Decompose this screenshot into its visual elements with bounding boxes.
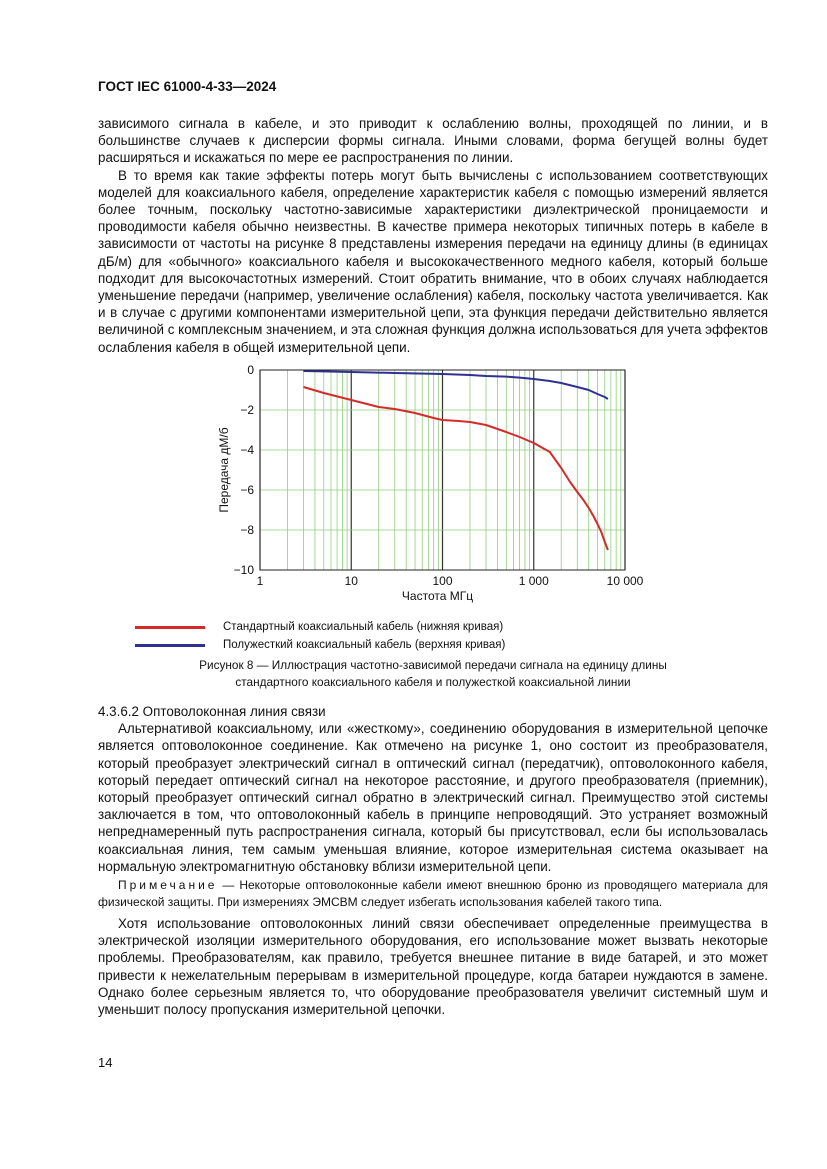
x-tick-label: 10	[344, 574, 358, 588]
paragraph-continuation: зависимого сигнала в кабеле, и это приводит к ослаблению волны, проходящей по линии, и в большинстве случаев к дисперсии формы сигнала. Иными словами, форма бегущей волны будет расширяться и искажаться по мере ее распространения по линии.	[98, 116, 768, 166]
y-tick-label: 0	[247, 363, 254, 377]
final-text-block	[98, 915, 768, 1018]
y-tick-label: −10	[233, 563, 254, 577]
note-block	[98, 877, 768, 910]
paragraph-cable-losses: В то время как такие эффекты потерь могут быть вычислены с использованием соответствующих моделей для коаксиального кабеля, определение характеристик кабеля с помощью измерений является более точным, поскольку частотно-зависимые характеристики диэлектрической проницаемости и проводимости кабеля обычно неизвестны. В качестве примера некоторых типичных потерь в кабеле в зависимости от частоты на рисунке 8 представлены измерения передачи на единицу длины (в единицах дБ/м) для «обычного» коаксиального кабеля и высококачественного медного кабеля, который больше подходит для высокочастотных измерений. Стоит обратить внимание, что в обоих случаях наблюдается уменьшение передачи (например, увеличение ослабления) кабеля, поскольку частота увеличивается. Как и в случае с другими компонентами измерительной цепи, эта функция передачи действительно является величиной с комплексным значением, и эта сложная функция должна использоваться для учета эффектов ослабления кабеля в общей измерительной цепи.	[98, 167, 768, 355]
top-text-block	[98, 115, 768, 356]
x-tick-label: 10 000	[606, 574, 644, 588]
series-line-standard	[304, 387, 608, 550]
x-tick-label: 100	[432, 574, 453, 588]
legend-label-semirigid: Полужесткий коаксиальный кабель (верхняя кривая)	[223, 639, 506, 651]
chart-series	[304, 371, 608, 550]
document-header: ГОСТ IEC 61000-4-33—2024	[98, 79, 277, 94]
note-label: Примечание	[118, 878, 218, 892]
section-heading: 4.3.6.2 Оптоволоконная линия связи	[98, 704, 326, 719]
y-tick-label: −8	[240, 523, 254, 537]
legend-swatch-blue	[135, 644, 205, 647]
chart-legend	[135, 618, 505, 654]
note-text: — Некоторые оптоволоконные кабели имеют внешнюю броню из проводящего материала для физической защиты. При измерениях ЭМСВМ следует избегать использования кабелей такого типа.	[98, 878, 768, 909]
page-number: 14	[98, 1055, 113, 1070]
legend-label-standard: Стандартный коаксиальный кабель (нижняя кривая)	[223, 621, 504, 633]
figure-caption-line1: Рисунок 8 — Иллюстрация частотно-зависимой передачи сигнала на единицу длины	[199, 658, 667, 672]
section-paragraph: Альтернативой коаксиальному, или «жесткому», соединению оборудования в измерительной цепочке является оптоволоконное соединение. Как отмечено на рисунке 1, оно состоит из преобразователя, который преобразует электрический сигнал в оптический сигнал (передатчик), оптоволоконного кабеля, который передает оптический сигнал на некоторое расстояние, и другого преобразователя (приемник), который преобразует оптический сигнал обратно в электрический сигнал. Преимущество этой системы заключается в том, что оптоволоконный кабель в принципе непроводящий. Это устраняет возможный непреднамеренный путь распространения сигнала, который бы присутствовал, если бы использовалась коаксиальная линия, тем самым уменьшая влияние, которое измерительная система оказывает на нормальную электромагнитную обстановку вблизи измерительной цепи.	[98, 721, 768, 874]
chart-grid	[260, 370, 625, 570]
section-4-3-6-2	[98, 703, 768, 875]
figure-caption-line2: стандартного коаксиального кабеля и полужесткой коаксиальной линии	[235, 675, 631, 689]
x-tick-label: 1 000	[518, 574, 549, 588]
series-line-semirigid	[304, 371, 608, 399]
legend-item-semirigid	[135, 636, 505, 654]
y-tick-label: −4	[240, 443, 254, 457]
x-tick-label: 1	[256, 574, 264, 588]
y-tick-label: −6	[240, 483, 254, 497]
transmission-chart	[210, 360, 650, 610]
final-paragraph: Хотя использование оптоволоконных линий связи обеспечивает определенные преимущества в электрической изоляции измерительного оборудования, его использование может вызвать некоторые проблемы. Преобразователям, как правило, требуется внешнее питание в виде батарей, и это может привести к нежелательным перерывам в измерительной процедуре, когда батареи нуждаются в замене. Однако более серьезным является то, что оборудование преобразователя увеличит системный шум и уменьшит полосу пропускания измерительной цепочки.	[98, 916, 768, 1018]
figure-caption	[98, 657, 768, 691]
legend-swatch-red	[135, 626, 205, 629]
y-tick-label: −2	[240, 403, 254, 417]
legend-item-standard	[135, 618, 505, 636]
y-axis-label: Передача дМ/б	[217, 427, 231, 513]
x-axis-label: Частота МГц	[401, 589, 474, 603]
